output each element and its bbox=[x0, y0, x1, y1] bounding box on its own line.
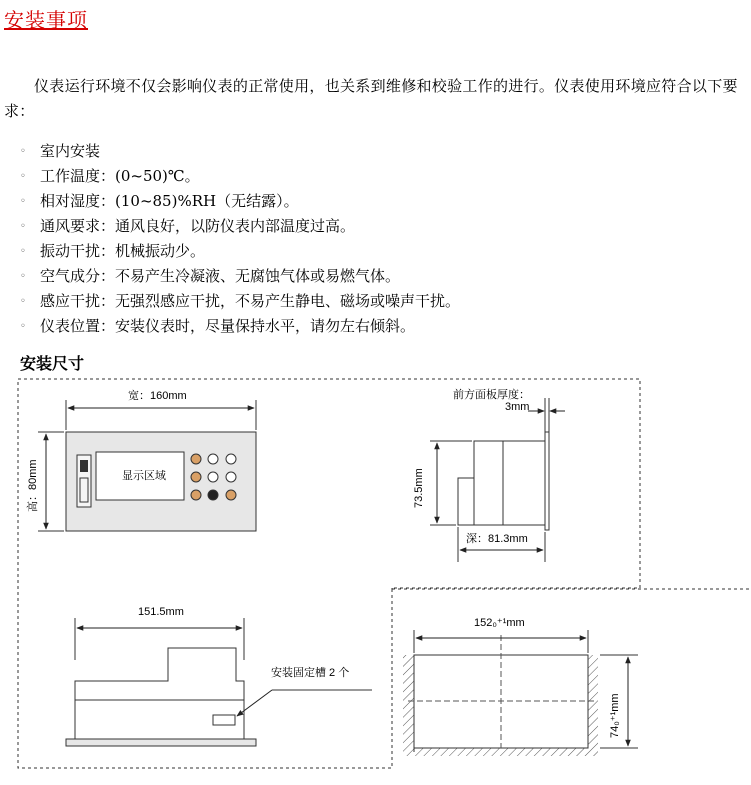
panel-cutout-view bbox=[403, 617, 638, 756]
front-width-label: 宽：160mm bbox=[128, 390, 187, 402]
bullet-icon: ◦ bbox=[20, 246, 26, 257]
fixing-slot-label: 安装固定槽 2 个 bbox=[271, 667, 350, 679]
bullet-icon: ◦ bbox=[20, 171, 26, 182]
front-view bbox=[25, 389, 256, 531]
bullet-icon: ◦ bbox=[20, 296, 26, 307]
list-item: ◦ 感应干扰：无强烈感应干扰，不易产生静电、磁场或噪声干扰。 bbox=[20, 289, 460, 314]
panel-thickness-value: 3mm bbox=[505, 401, 530, 413]
list-item: ◦ 仪表位置：安装仪表时，尽量保持水平，请勿左右倾斜。 bbox=[20, 314, 460, 339]
cutout-width-label: 152₀⁺¹mm bbox=[474, 617, 525, 629]
page-title: 安装事项 bbox=[4, 8, 88, 32]
side-height-label: 73.5mm bbox=[413, 468, 425, 508]
side-view bbox=[413, 387, 565, 562]
side-depth-label: 深：81.3mm bbox=[466, 533, 528, 545]
section-title-install-dimensions: 安装尺寸 bbox=[20, 354, 85, 373]
bullet-icon: ◦ bbox=[20, 221, 26, 232]
bullet-icon: ◦ bbox=[20, 146, 26, 157]
intro-paragraph: 仪表运行环境不仅会影响仪表的正常使用，也关系到维修和校验工作的进行。仪表使用环境应符合以下要求： bbox=[4, 77, 738, 120]
bottom-width-label: 151.5mm bbox=[138, 606, 184, 618]
list-item: ◦ 振动干扰：机械振动少。 bbox=[20, 239, 460, 264]
display-area-label: 显示区域 bbox=[122, 470, 166, 482]
list-item: ◦ 相对湿度：(10~85)%RH（无结露）。 bbox=[20, 189, 460, 214]
list-item: ◦ 工作温度：(0~50)℃。 bbox=[20, 164, 460, 189]
panel-thickness-label: 前方面板厚度： bbox=[453, 389, 530, 401]
list-item: ◦ 室内安装 bbox=[20, 139, 460, 164]
bullet-icon: ◦ bbox=[20, 196, 26, 207]
front-height-label: 高：80mm bbox=[27, 459, 39, 512]
keypad-buttons bbox=[191, 454, 236, 500]
list-item: ◦ 空气成分：不易产生冷凝液、无腐蚀气体或易燃气体。 bbox=[20, 264, 460, 289]
cutout-height-label: 74₀⁺¹mm bbox=[609, 693, 621, 738]
bottom-view bbox=[66, 606, 372, 746]
bullet-icon: ◦ bbox=[20, 271, 26, 282]
bullet-icon: ◦ bbox=[20, 321, 26, 332]
list-item: ◦ 通风要求：通风良好，以防仪表内部温度过高。 bbox=[20, 214, 460, 239]
